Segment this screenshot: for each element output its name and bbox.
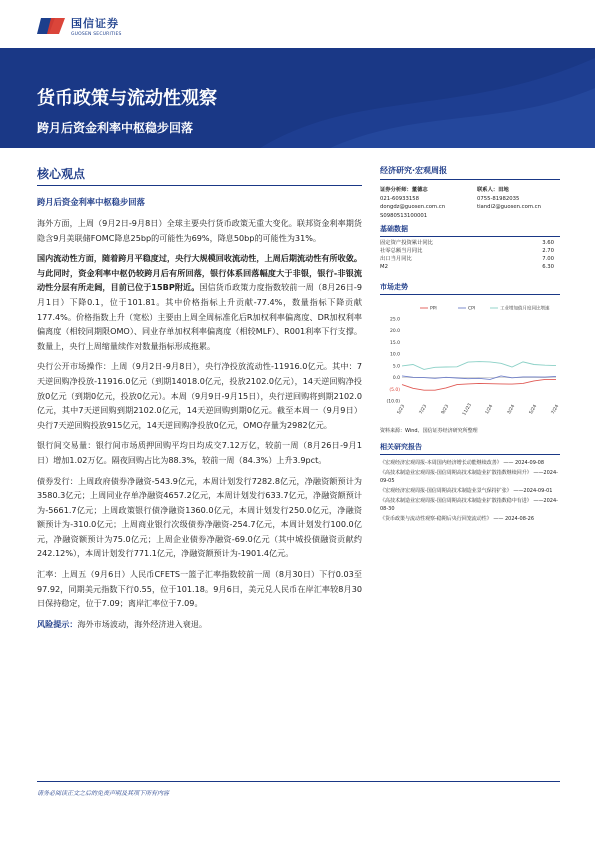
legend-label: CPI (468, 306, 476, 312)
related-report-item[interactable]: 《宏观经济宏观周报-本周国内经济增长动能继续改善》 —— 2024-09-08 (380, 459, 545, 466)
x-tick-label: 9/23 (440, 403, 451, 415)
market-trend-chart (380, 301, 560, 425)
guosen-logo (37, 14, 122, 38)
x-tick-label: 1/24 (484, 403, 495, 415)
footer-disclaimer (37, 781, 560, 797)
related-report-item[interactable]: 《高技术制造业宏观周报-国信周期高技术制造业扩散指数继续回升》 ——2024-09-05 (380, 469, 558, 484)
logo-name-cn: 国信证券 (71, 17, 119, 30)
sidebar (380, 165, 560, 523)
para-omo: 央行公开市场操作：上周（9月2日-9月8日），央行净投放流动性-11916.0亿元。其中：7天逆回购净投放-11916.0亿元（到期14018.0亿元，投放2102.0亿元），14天逆回购净投放0亿元（到期0亿元，投放0亿元）。本周（9月9日-9月15日），央行逆回购将到期2102.0亿元，其中7天逆回购到期2102.0亿元，14天逆回购到期0亿元。截至本周一（9月9日）央行7天逆回购投放915亿元，14天逆回购净投放0亿元，OMO存量为2982亿元。 (37, 361, 362, 430)
basic-data-value: 6.30 (542, 263, 554, 270)
title-banner (0, 48, 595, 148)
legend-label: 工业增加值月度同比增速 (500, 306, 550, 312)
basic-data-table (380, 240, 560, 271)
core-title: 核心观点 (37, 165, 362, 186)
para-fx: 汇率：上周五（9月6日）人民币CFETS一篮子汇率指数较前一周（8月30日）下行0.03至97.92，同期美元指数下行0.55，位于101.18。9月6日，美元兑人民币在岸汇率较8月30日保持稳定，位于7.09；离岸汇率位于7.09。 (37, 569, 362, 609)
x-tick-label: 7/23 (418, 403, 429, 415)
basic-data-key: 社零总额当月同比 (380, 248, 423, 255)
para-overseas: 海外方面，上周（9月2日-9月8日）全球主要央行货币政策无重大变化。联邦资金利率期货隐含9月美联储FOMC降息25bp的可能性为69%，降息50bp的可能性为31%。 (37, 218, 362, 243)
analysts (380, 186, 560, 220)
report-category: 经济研究·宏观周报 (380, 165, 560, 180)
analyst-name: 证券分析师：董德志 (380, 187, 428, 193)
basic-data-key: M2 (380, 263, 388, 270)
market-trend-title: 市场走势 (380, 282, 560, 295)
related-reports-title: 相关研究报告 (380, 442, 560, 455)
basic-data-row (380, 240, 560, 248)
core-subtitle: 跨月后资金利率中枢稳步回落 (37, 197, 145, 207)
risk-label: 风险提示： (37, 618, 78, 629)
y-tick-label: 0.0 (392, 375, 400, 381)
x-tick-label: 11/23 (462, 402, 473, 417)
report-subtitle: 跨月后资金利率中枢稳步回落 (37, 121, 194, 135)
related-report-item[interactable]: 《货币政策与流动性观察-稳期后央行回笼流动性》 —— 2024-08-26 (380, 515, 535, 522)
chart-source: 资料来源：Wind、国信证券经济研究所整理 (380, 427, 478, 434)
para-bond-issuance: 债券发行：上周政府债券净融资-543.9亿元，本周计划发行7282.8亿元，净融资额预计为3580.3亿元；上周同业存单净融资4657.2亿元，本周计划发行633.7亿元，净融资额预计为-5661.7亿元；上周政策银行债净融资1360.0亿元，本周计划发行250.0亿元，净融资额预计为-310.0亿元；上周商业银行次级债券净融资-254.7亿元，本周计划发行100.0亿元，净融资额预计为75.0亿元；上周企业债券净融资-69.0亿元（其中城投债融资贡献约242.12%），本周计划发行771.1亿元，净融资额预计为-1901.4亿元。 (37, 475, 362, 559)
x-tick-label: 3/24 (506, 403, 517, 415)
basic-data-value: 7.00 (542, 255, 554, 262)
basic-data-row (380, 264, 560, 272)
para-domestic-rest: 国信货币政策力度指数较前一周（8月26日-9月1日）下降0.1，位于101.81。其中价格指标上升贡献-77.4%，数量指标下降贡献177.4%。价格指数上升（宽松）主要由上周全周标准化后R加权利率偏离度、DR加权利率偏离度（相较同期限OMO）、同业存单加权利率偏离度（相较MLF）、R001利率下行支撑。数量上，央行上周缩量续作对数量指标形成拖累。 (37, 282, 362, 351)
related-reports (380, 459, 560, 523)
y-tick-label: (10.0) (386, 399, 400, 405)
y-tick-label: (5.0) (389, 387, 400, 393)
basic-data-key: 出口当月同比 (380, 255, 412, 262)
x-tick-label: 5/24 (528, 403, 539, 415)
related-report-item[interactable]: 《高技术制造业宏观周报-国信周期高技术制造业扩散指数稳中有进》 ——2024-08-30 (380, 497, 558, 512)
risk-warning (37, 617, 362, 631)
report-title: 货币政策与流动性观察 (37, 88, 217, 109)
analyst-email[interactable]: dongdz@guosen.com.cn (380, 204, 446, 211)
basic-data-title: 基础数据 (380, 224, 560, 237)
related-report-item[interactable]: 《宏观经济宏观周报-国信周期高技术制造业景气保持扩张》 ——2024-09-01 (380, 487, 553, 494)
market-trend-svg (380, 301, 560, 421)
logo-name-en: GUOSEN SECURITIES (71, 32, 122, 37)
analyst-license: S0980513100001 (380, 212, 428, 219)
y-tick-label: 25.0 (389, 317, 400, 323)
basic-data-value: 3.60 (542, 240, 554, 247)
analyst-contact (477, 186, 560, 220)
analyst-phone: 021-60933158 (380, 195, 419, 202)
disclaimer-text: 请务必阅读正文之后的免责声明及其项下所有内容 (37, 790, 170, 797)
y-tick-label: 20.0 (389, 328, 400, 334)
y-tick-label: 5.0 (392, 363, 400, 369)
y-tick-label: 10.0 (389, 352, 400, 358)
x-tick-label: 5/23 (396, 403, 407, 415)
basic-data-row (380, 248, 560, 256)
series-line-0 (402, 379, 556, 390)
x-tick-label: 7/24 (550, 403, 560, 415)
contact-email[interactable]: tiandi2@guosen.com.cn (477, 204, 541, 211)
para-domestic (37, 251, 362, 353)
core-viewpoints (37, 165, 362, 631)
legend-label: PPI (430, 306, 437, 312)
para-domestic-bold: 国内流动性方面，随着跨月平稳度过，央行大规模回收流动性，上周后期流动性有所收敛。与此同时，资金利率中枢仍较跨月后有所回落，银行体系回落幅度大于非银，银行-非银流动性分层有所走阔，目前已位于15BP附近。 (37, 253, 362, 293)
series-line-2 (402, 361, 556, 369)
analyst-primary (380, 186, 477, 220)
basic-data-key: 固定资产投资累计同比 (380, 240, 433, 247)
basic-data-value: 2.70 (542, 248, 554, 255)
y-tick-label: 15.0 (389, 340, 400, 346)
guosen-logo-icon (37, 14, 67, 38)
contact-phone: 0755-81982035 (477, 195, 520, 202)
risk-text: 海外市场波动，海外经济进入衰退。 (77, 618, 207, 629)
basic-data-row (380, 256, 560, 264)
contact-name: 联系人：田地 (477, 187, 509, 193)
para-interbank: 银行间交易量：银行间市场质押回购平均日均成交7.12万亿，较前一周（8月26日-9月1日）增加1.02万亿。隔夜回购占比为88.3%，较前一周（84.3%）上升3.9pct。 (37, 440, 362, 465)
